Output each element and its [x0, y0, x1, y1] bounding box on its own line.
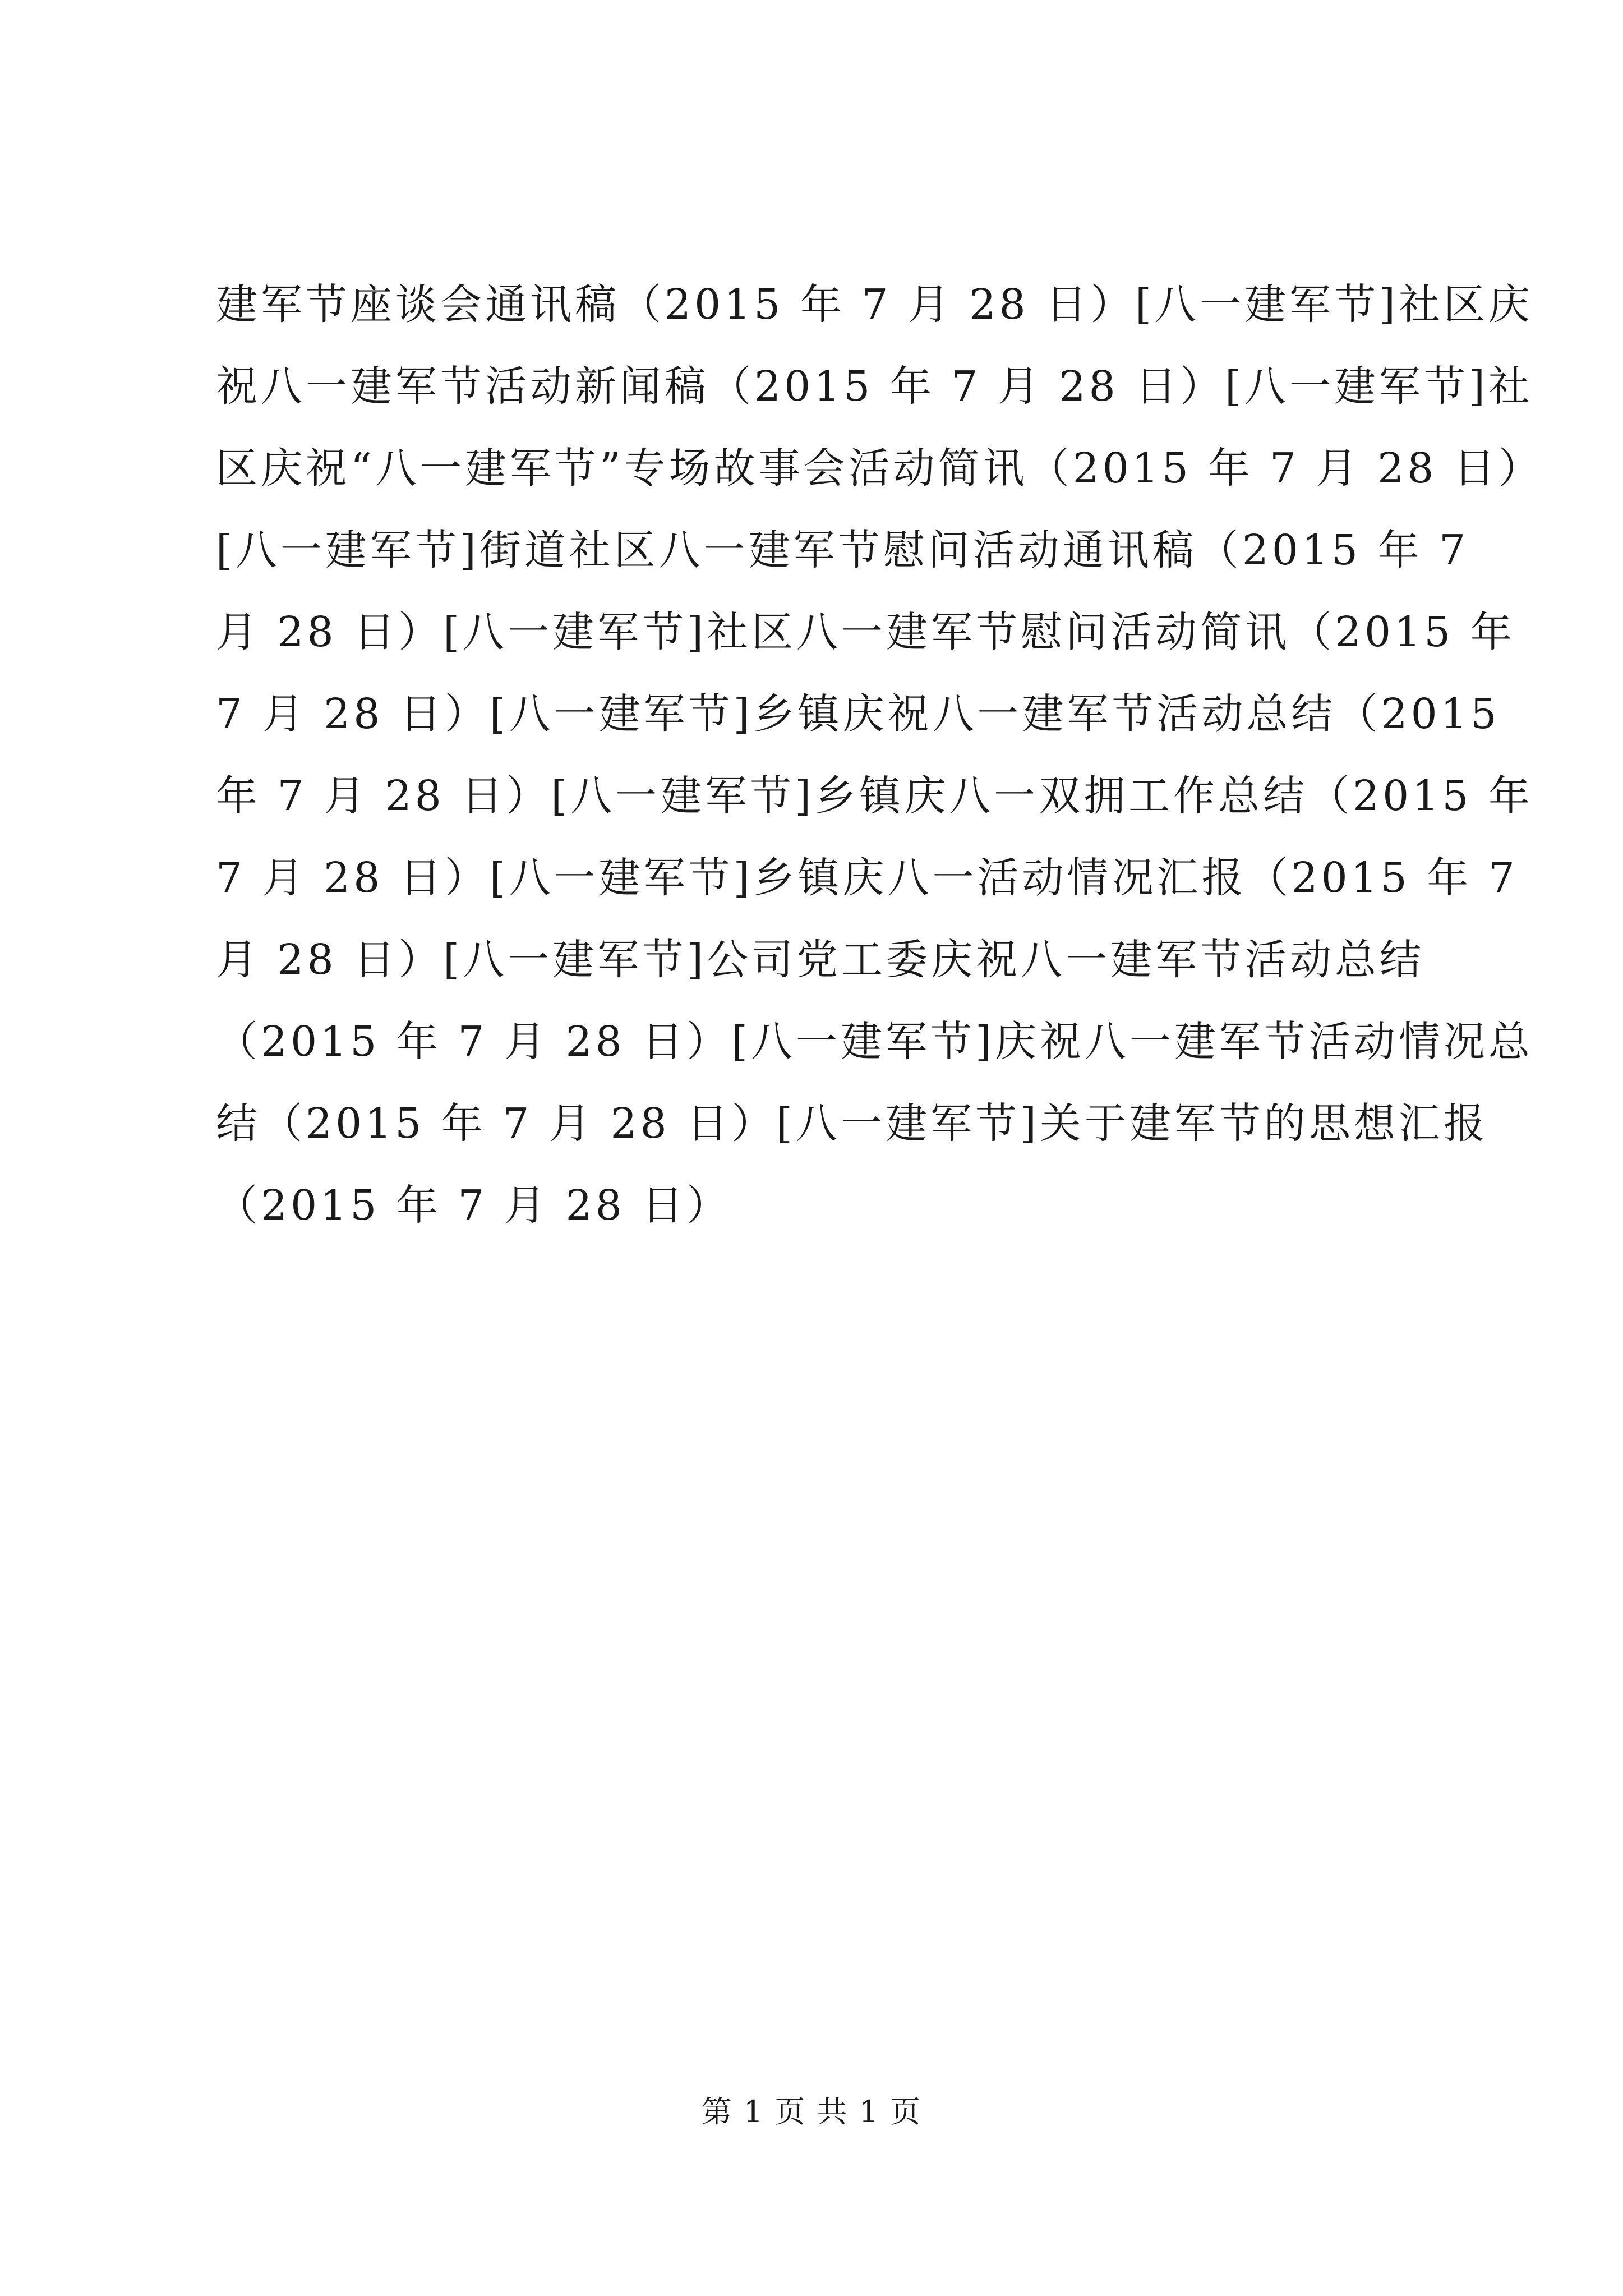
text-line-8: 7 月 28 日）[八一建军节]乡镇庆八一活动情况汇报（2015 年 7	[216, 854, 1518, 902]
text-line-1: 建军节座谈会通讯稿（2015 年 7 月 28 日）[八一建军节]社区庆	[216, 280, 1533, 329]
text-line-2: 祝八一建军节活动新闻稿（2015 年 7 月 28 日）[八一建军节]社	[216, 362, 1533, 411]
text-line-11: 结（2015 年 7 月 28 日）[八一建军节]关于建军节的思想汇报	[216, 1099, 1488, 1148]
text-line-4: [八一建军节]街道社区八一建军节慰问活动通讯稿（2015 年 7	[216, 526, 1469, 574]
document-body	[216, 264, 1543, 1246]
page-footer: 第 1 页 共 1 页	[701, 2094, 922, 2129]
text-line-6: 7 月 28 日）[八一建军节]乡镇庆祝八一建军节活动总结（2015	[216, 690, 1500, 738]
text-line-3: 区庆祝“八一建军节”专场故事会活动简讯（2015 年 7 月 28 日）	[216, 444, 1543, 493]
text-line-9: 月 28 日）[八一建军节]公司党工委庆祝八一建军节活动总结	[216, 936, 1424, 984]
text-line-12: （2015 年 7 月 28 日）	[216, 1181, 732, 1230]
text-line-7: 年 7 月 28 日）[八一建军节]乡镇庆八一双拥工作总结（2015 年	[216, 772, 1533, 820]
text-line-5: 月 28 日）[八一建军节]社区八一建军节慰问活动简讯（2015 年	[216, 608, 1515, 656]
text-line-10: （2015 年 7 月 28 日）[八一建军节]庆祝八一建军节活动情况总	[216, 1018, 1533, 1066]
